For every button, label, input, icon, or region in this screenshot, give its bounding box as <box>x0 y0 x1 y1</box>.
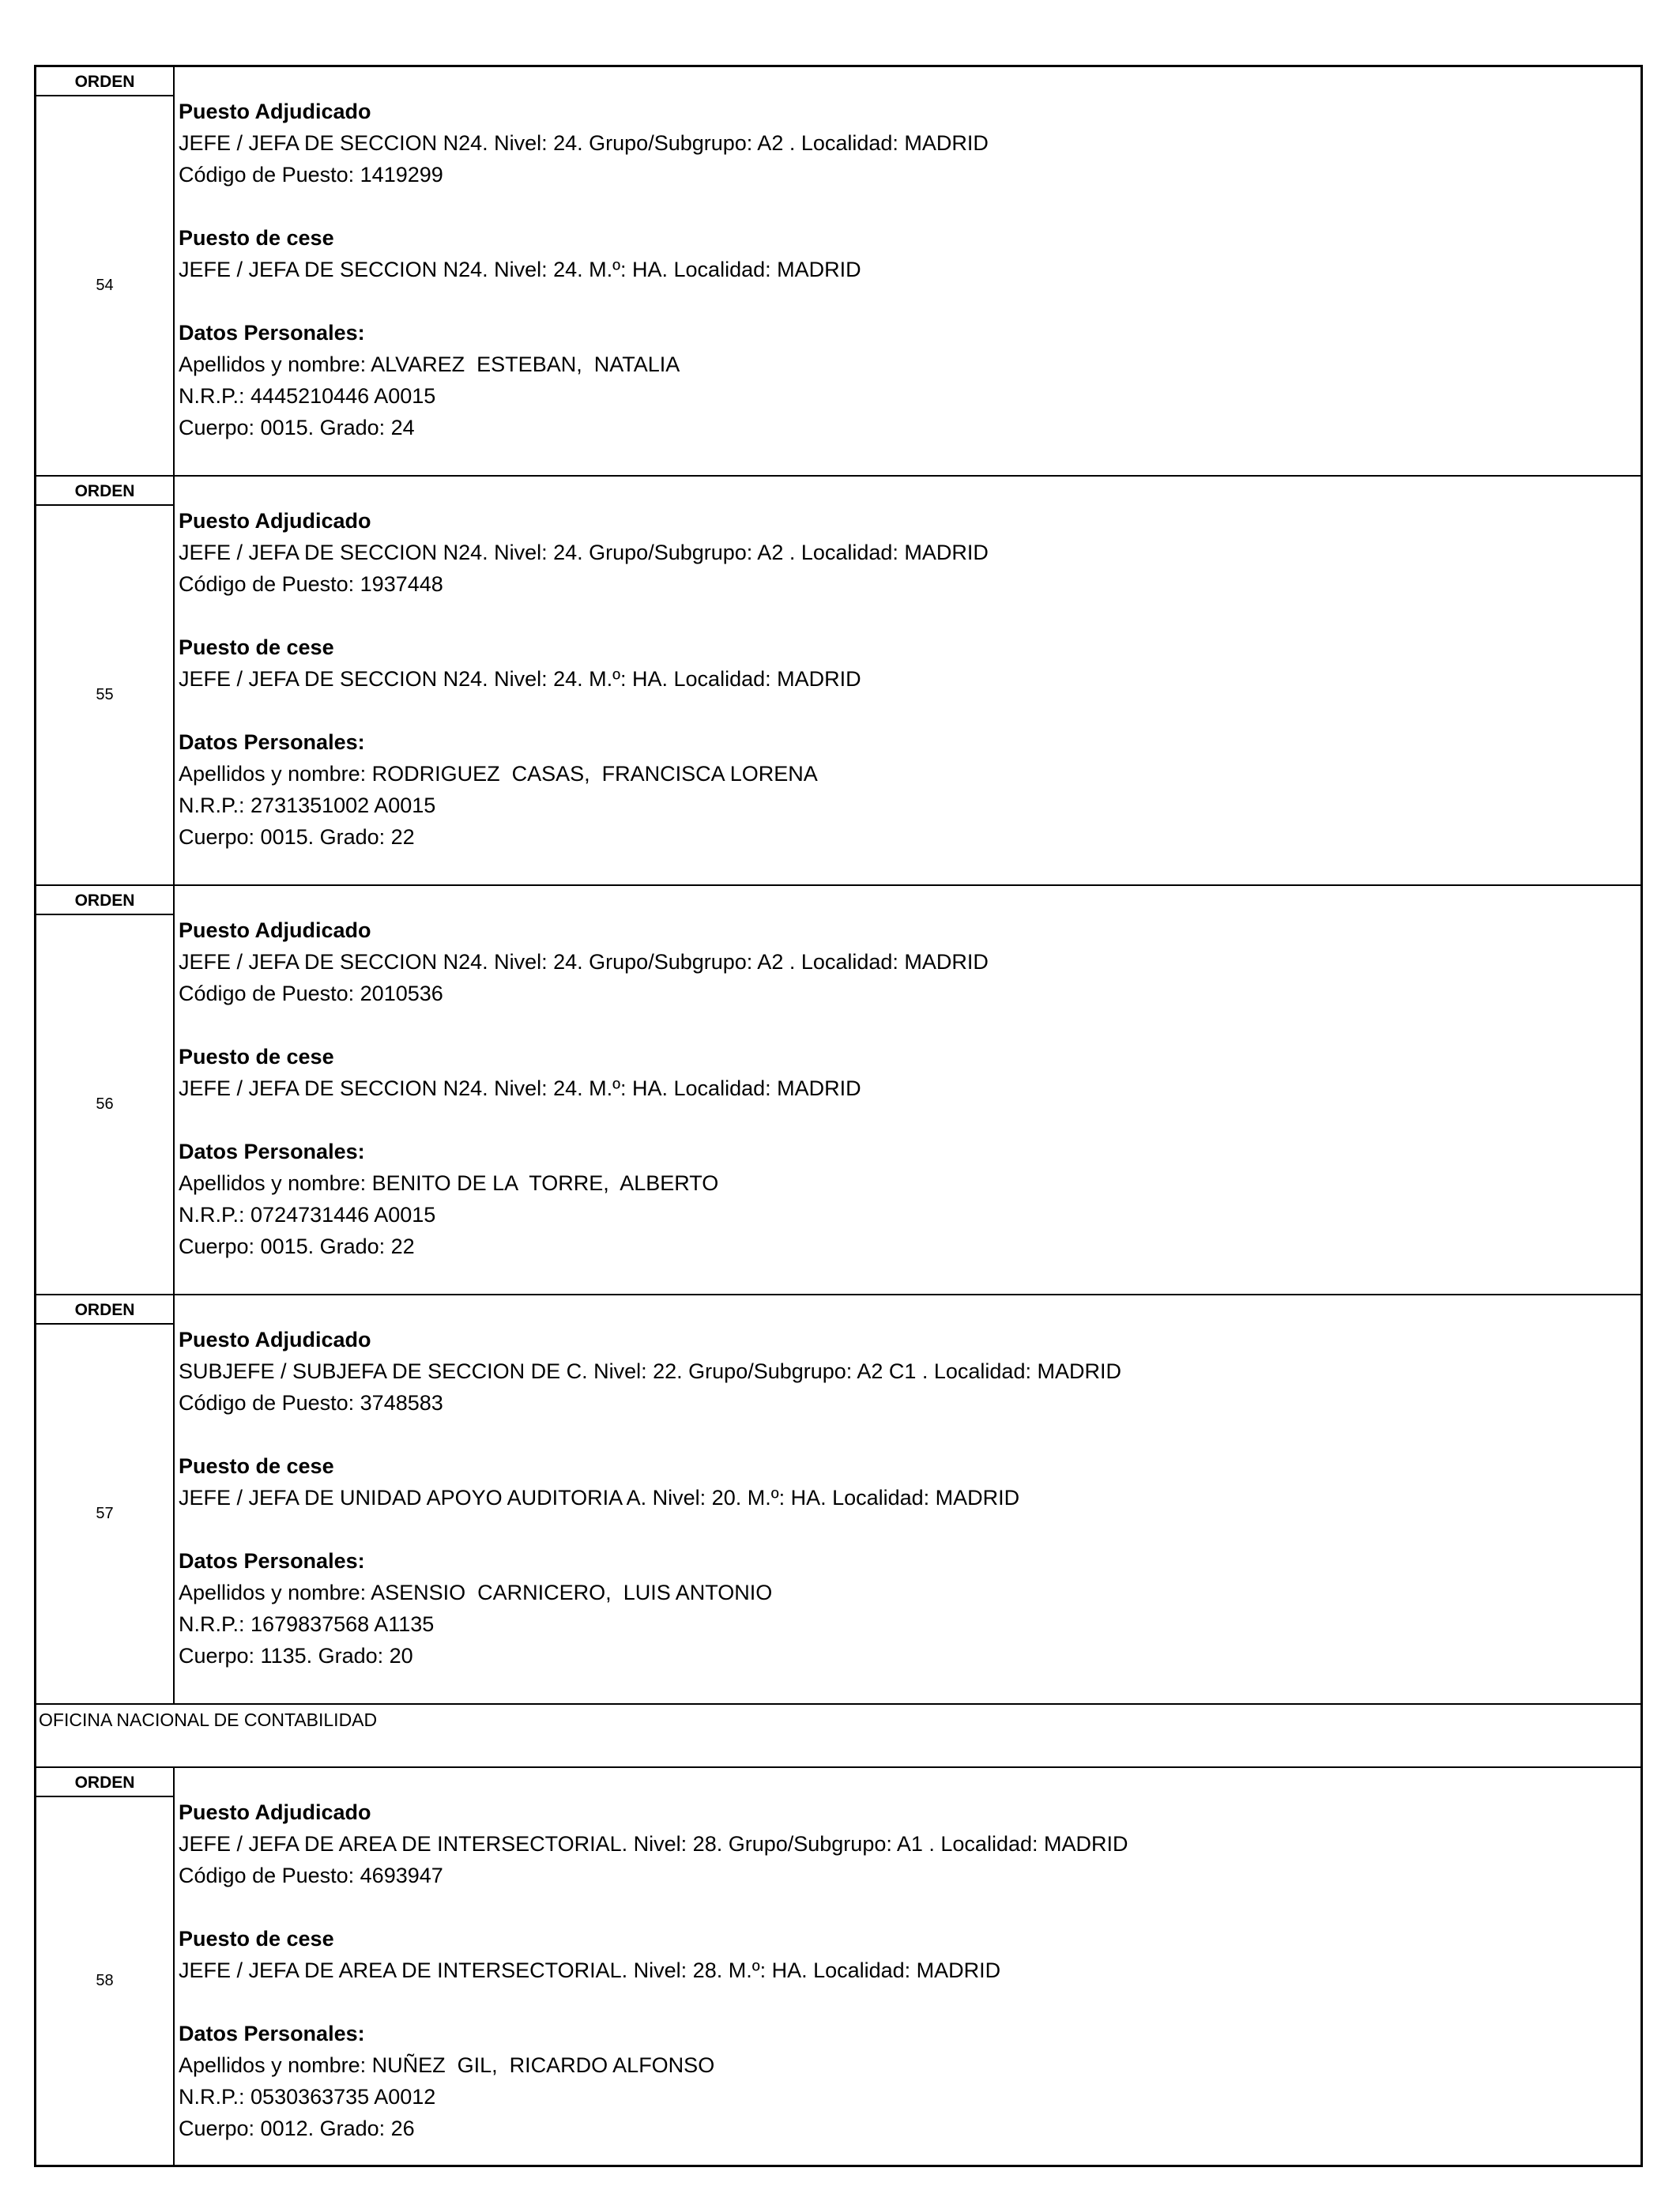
adjudicado-title: Puesto Adjudicado <box>179 509 371 533</box>
section-title: OFICINA NACIONAL DE CONTABILIDAD <box>39 1710 378 1730</box>
codigo-line: Código de Puesto: 1937448 <box>179 572 443 596</box>
orden-label: ORDEN <box>36 1295 175 1325</box>
cuerpo-line: Cuerpo: 0015. Grado: 24 <box>179 416 415 439</box>
codigo-line: Código de Puesto: 2010536 <box>179 982 443 1005</box>
cuerpo-line: Cuerpo: 0015. Grado: 22 <box>179 825 415 849</box>
adjudicado-line: SUBJEFE / SUBJEFA DE SECCION DE C. Nivel: 22. Grupo/Subgrupo: A2 C1 . Localidad: MADRID <box>179 1359 1121 1383</box>
nrp-line: N.R.P.: 0724731446 A0015 <box>179 1203 436 1227</box>
nrp-line: N.R.P.: 2731351002 A0015 <box>179 794 436 817</box>
cese-title: Puesto de cese <box>179 1927 334 1951</box>
adjudicado-line: JEFE / JEFA DE SECCION N24. Nivel: 24. Grupo/Subgrupo: A2 . Localidad: MADRID <box>179 950 989 974</box>
cese-line: JEFE / JEFA DE SECCION N24. Nivel: 24. M.º: HA. Localidad: MADRID <box>179 258 861 281</box>
nrp-line: N.R.P.: 4445210446 A0015 <box>179 384 436 408</box>
orden-number <box>36 1325 175 1703</box>
adjudicado-title: Puesto Adjudicado <box>179 1328 371 1351</box>
nombre-line: Apellidos y nombre: ALVAREZ ESTEBAN, NATALIA <box>179 352 680 376</box>
entry-55 <box>36 475 1640 884</box>
cese-line: JEFE / JEFA DE SECCION N24. Nivel: 24. M.º: HA. Localidad: MADRID <box>179 667 861 691</box>
orden-number <box>36 96 175 475</box>
codigo-line: Código de Puesto: 1419299 <box>179 163 443 187</box>
adjudicado-line: JEFE / JEFA DE SECCION N24. Nivel: 24. Grupo/Subgrupo: A2 . Localidad: MADRID <box>179 131 989 155</box>
orden-number-text: 58 <box>96 1972 114 1989</box>
cese-line: JEFE / JEFA DE AREA DE INTERSECTORIAL. Nivel: 28. M.º: HA. Localidad: MADRID <box>179 1958 1001 1982</box>
entry-content <box>179 1324 1121 1672</box>
orden-number <box>36 1797 175 2165</box>
orden-label: ORDEN <box>36 67 175 96</box>
cese-line: JEFE / JEFA DE UNIDAD APOYO AUDITORIA A. Nivel: 20. M.º: HA. Localidad: MADRID <box>179 1486 1020 1510</box>
adjudicado-line: JEFE / JEFA DE AREA DE INTERSECTORIAL. Nivel: 28. Grupo/Subgrupo: A1 . Localidad: MADRID <box>179 1832 1128 1856</box>
cese-title: Puesto de cese <box>179 1045 334 1069</box>
adjudicado-line: JEFE / JEFA DE SECCION N24. Nivel: 24. Grupo/Subgrupo: A2 . Localidad: MADRID <box>179 541 989 564</box>
document-table <box>34 65 1643 2167</box>
cuerpo-line: Cuerpo: 0012. Grado: 26 <box>179 2117 415 2140</box>
orden-number <box>36 915 175 1294</box>
datos-title: Datos Personales: <box>179 730 365 754</box>
cese-line: JEFE / JEFA DE SECCION N24. Nivel: 24. M.º: HA. Localidad: MADRID <box>179 1076 861 1100</box>
cese-title: Puesto de cese <box>179 635 334 659</box>
entry-56 <box>36 884 1640 1294</box>
nombre-line: Apellidos y nombre: RODRIGUEZ CASAS, FRANCISCA LORENA <box>179 762 818 786</box>
section-header <box>36 1703 1640 1766</box>
nombre-line: Apellidos y nombre: NUÑEZ GIL, RICARDO ALFONSO <box>179 2053 715 2077</box>
nrp-line: N.R.P.: 1679837568 A1135 <box>179 1612 435 1636</box>
cuerpo-line: Cuerpo: 0015. Grado: 22 <box>179 1235 415 1258</box>
adjudicado-title: Puesto Adjudicado <box>179 918 371 942</box>
entry-54 <box>36 67 1640 475</box>
cese-title: Puesto de cese <box>179 226 334 250</box>
adjudicado-title: Puesto Adjudicado <box>179 1800 371 1824</box>
datos-title: Datos Personales: <box>179 321 365 345</box>
orden-number <box>36 506 175 884</box>
adjudicado-title: Puesto Adjudicado <box>179 100 371 123</box>
orden-number-text: 57 <box>96 1505 114 1522</box>
cuerpo-line: Cuerpo: 1135. Grado: 20 <box>179 1644 413 1668</box>
entry-content <box>179 914 989 1262</box>
orden-number-text: 56 <box>96 1095 114 1113</box>
datos-title: Datos Personales: <box>179 1140 365 1163</box>
nrp-line: N.R.P.: 0530363735 A0012 <box>179 2085 436 2109</box>
entry-content <box>179 505 989 853</box>
entry-content <box>179 1796 1128 2144</box>
orden-label: ORDEN <box>36 477 175 506</box>
entry-58 <box>36 1766 1640 2165</box>
datos-title: Datos Personales: <box>179 2022 365 2045</box>
cese-title: Puesto de cese <box>179 1454 334 1478</box>
orden-label: ORDEN <box>36 886 175 915</box>
entry-57 <box>36 1294 1640 1703</box>
codigo-line: Código de Puesto: 3748583 <box>179 1391 443 1415</box>
datos-title: Datos Personales: <box>179 1549 365 1573</box>
nombre-line: Apellidos y nombre: ASENSIO CARNICERO, LUIS ANTONIO <box>179 1581 773 1604</box>
entry-content <box>179 96 989 443</box>
orden-number-text: 54 <box>96 277 114 294</box>
orden-label: ORDEN <box>36 1768 175 1797</box>
nombre-line: Apellidos y nombre: BENITO DE LA TORRE, ALBERTO <box>179 1171 719 1195</box>
codigo-line: Código de Puesto: 4693947 <box>179 1864 443 1887</box>
orden-number-text: 55 <box>96 686 114 703</box>
